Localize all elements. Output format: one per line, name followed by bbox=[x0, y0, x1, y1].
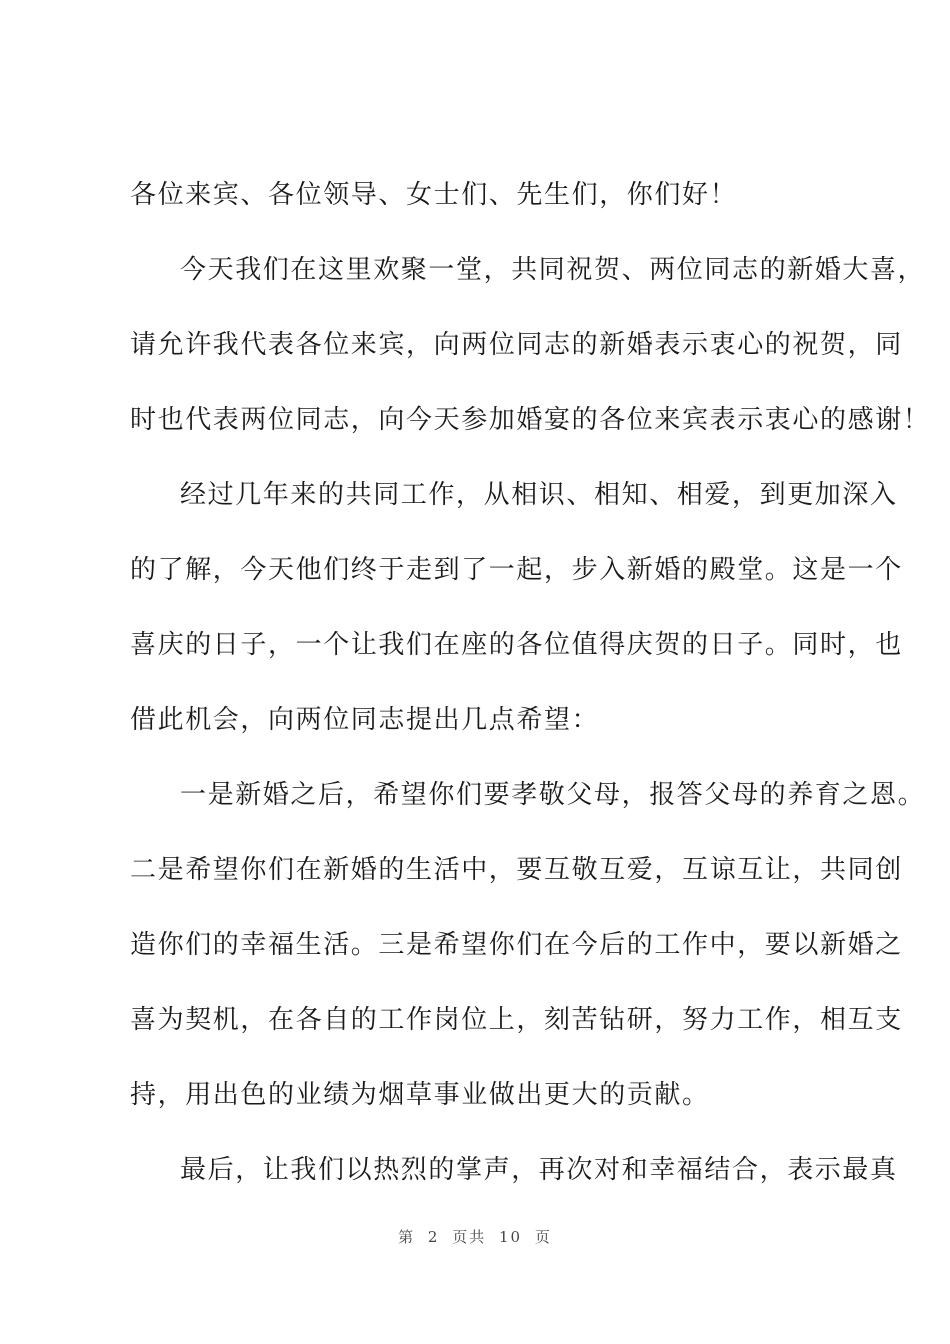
body-line: 造你们的幸福生活。三是希望你们在今后的工作中，要以新婚之 bbox=[130, 930, 903, 960]
body-line: 最后，让我们以热烈的掌声，再次对和幸福结合，表示最真 bbox=[180, 1155, 898, 1185]
body-line: 喜庆的日子，一个让我们在座的各位值得庆贺的日子。同时，也 bbox=[130, 630, 903, 660]
body-line: 各位来宾、各位领导、女士们、先生们，你们好！ bbox=[130, 180, 738, 210]
body-line: 一是新婚之后，希望你们要孝敬父母，报答父母的养育之恩。 bbox=[180, 780, 926, 810]
body-line: 喜为契机，在各自的工作岗位上，刻苦钻研，努力工作，相互支 bbox=[130, 1005, 903, 1035]
body-line: 时也代表两位同志，向今天参加婚宴的各位来宾表示衷心的感谢！ bbox=[130, 405, 931, 435]
body-line: 借此机会，向两位同志提出几点希望： bbox=[130, 705, 600, 735]
body-line: 经过几年来的共同工作，从相识、相知、相爱，到更加深入 bbox=[180, 480, 898, 510]
body-line: 二是希望你们在新婚的生活中，要互敬互爱，互谅互让，共同创 bbox=[130, 855, 903, 885]
page-number-footer: 第 2 页共 10 页 bbox=[398, 1228, 552, 1246]
body-line: 今天我们在这里欢聚一堂，共同祝贺、两位同志的新婚大喜， bbox=[180, 255, 926, 285]
body-line: 的了解，今天他们终于走到了一起，步入新婚的殿堂。这是一个 bbox=[130, 555, 903, 585]
body-line: 持，用出色的业绩为烟草事业做出更大的贡献。 bbox=[130, 1080, 710, 1110]
body-line: 请允许我代表各位来宾，向两位同志的新婚表示衷心的祝贺，同 bbox=[130, 330, 903, 360]
